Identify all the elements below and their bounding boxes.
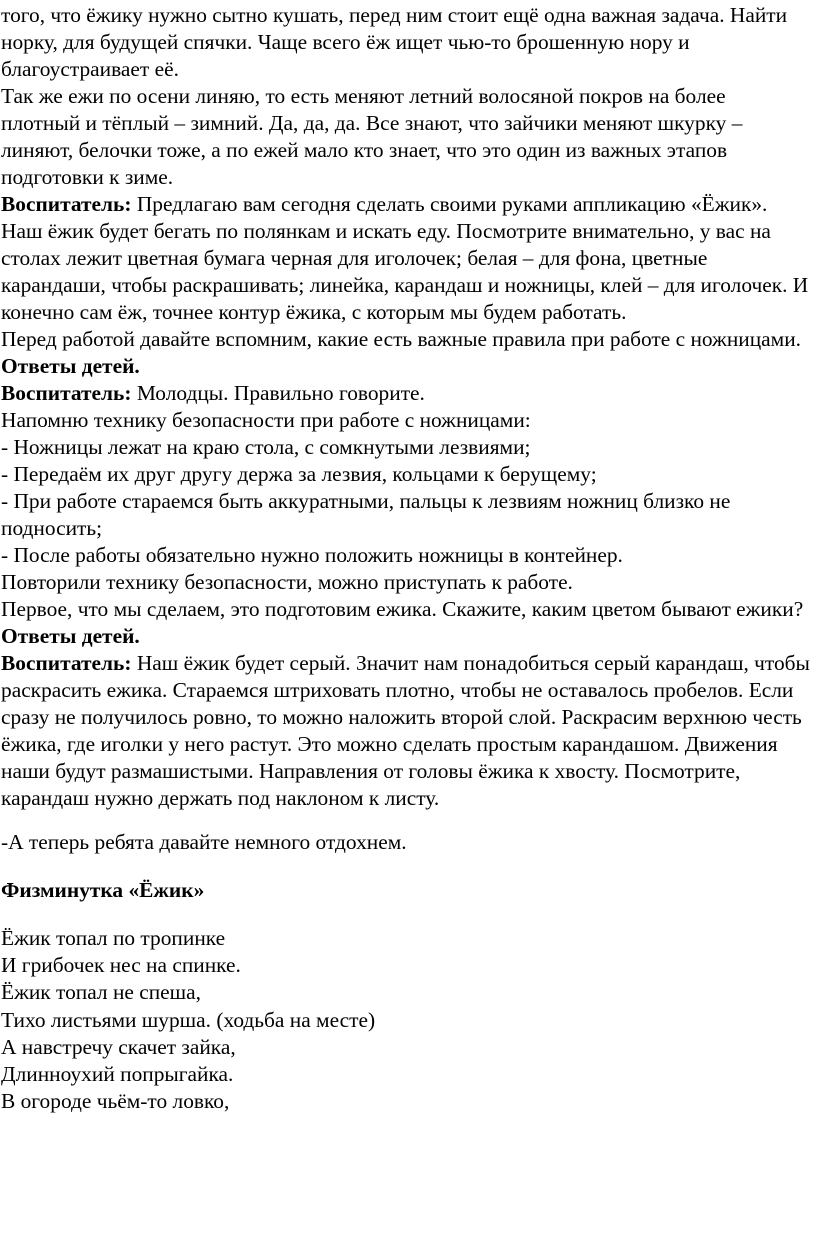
speaker-label: Воспитатель: — [1, 651, 132, 675]
paragraph-text: Молодцы. Правильно говорите. — [131, 381, 425, 405]
paragraph: Повторили технику безопасности, можно приступать к работе. — [1, 570, 573, 594]
paragraph — [1, 191, 810, 326]
poem — [1, 925, 810, 1115]
poem-line: Длинноухий попрыгайка. — [1, 1062, 234, 1087]
paragraph: того, что ёжику нужно сытно кушать, перед ним стоит ещё одна важная задача. Найти норку, для будущей спячки. Чаще всего ёж ищет чью-то брошенную нору и благоустраивает её. — [1, 3, 788, 81]
list-item: - Передаём их друг другу держа за лезвия, кольцами к берущему; — [1, 462, 597, 486]
paragraph: Перед работой давайте вспомним, какие есть важные правила при работе с ножницами. — [1, 327, 801, 351]
poem-line: И грибочек нес на спинке. — [1, 953, 241, 978]
list-item: - После работы обязательно нужно положить ножницы в контейнер. — [1, 543, 623, 567]
paragraph: Напомню технику безопасности при работе с ножницами: — [1, 408, 531, 432]
poem-line: Ёжик топал по тропинке — [1, 926, 226, 950]
paragraph: -А теперь ребята давайте немного отдохнем. — [1, 830, 407, 854]
paragraph — [1, 623, 810, 650]
poem-line: Тихо листьями шурша. (ходьба на месте) — [1, 1007, 376, 1032]
section-title: Физминутка «Ёжик» — [1, 878, 205, 902]
speaker-label: Воспитатель: — [1, 192, 132, 216]
paragraph: Так же ежи по осени линяю, то есть меняют летний волосяной покров на более плотный и тёплый – зимний. Да, да, да. Все знают, что зайчики меняют шкурку – линяют, белочки тоже, а по ежей мало кто знает, что это один из важных этапов подготовки к зиме. — [1, 84, 743, 189]
paragraph-text: Предлагаю вам сегодня сделать своими руками аппликацию «Ёжик». Наш ёжик будет бегать по полянкам и искать еду. Посмотрите внимательно, у вас на столах лежит цветная бумага черная для иголочек; белая – для фона, цветные карандаши, чтобы раскрашивать; линейка, карандаш и ножницы, клей – для иголочек. И конечно сам ёж, точнее контур ёжика, с которым мы будем работать. — [1, 192, 809, 324]
list-item: - Ножницы лежат на краю стола, с сомкнутыми лезвиями; — [1, 435, 531, 459]
poem-line: В огороде чьём-то ловко, — [1, 1089, 230, 1114]
paragraph — [1, 380, 810, 407]
list-item: - При работе стараемся быть аккуратными, пальцы к лезвиям ножниц близко не подносить; — [1, 489, 731, 540]
children-answers-label: Ответы детей. — [1, 354, 140, 378]
paragraph — [1, 353, 810, 380]
paragraph — [1, 650, 810, 812]
paragraph: Первое, что мы сделаем, это подготовим ежика. Скажите, каким цветом бывают ежики? — [1, 597, 804, 621]
poem-line: А навстречу скачет зайка, — [1, 1034, 236, 1059]
paragraph-text: Наш ёжик будет серый. Значит нам понадобиться серый карандаш, чтобы раскрасить ежика. Стараемся штриховать плотно, чтобы не оставалось пробелов. Если сразу не получилось ровно, то можно наложить второй слой. Раскрасим верхнюю честь ёжика, где иголки у него растут. Это можно сделать простым карандашом. Движения наши будут размашистыми. Направления от головы ёжика к хвосту. Посмотрите, карандаш нужно держать под наклоном к листу. — [1, 651, 810, 810]
speaker-label: Воспитатель: — [1, 381, 132, 405]
poem-line: Ёжик топал не спеша, — [1, 980, 201, 1005]
children-answers-label: Ответы детей. — [1, 624, 140, 648]
